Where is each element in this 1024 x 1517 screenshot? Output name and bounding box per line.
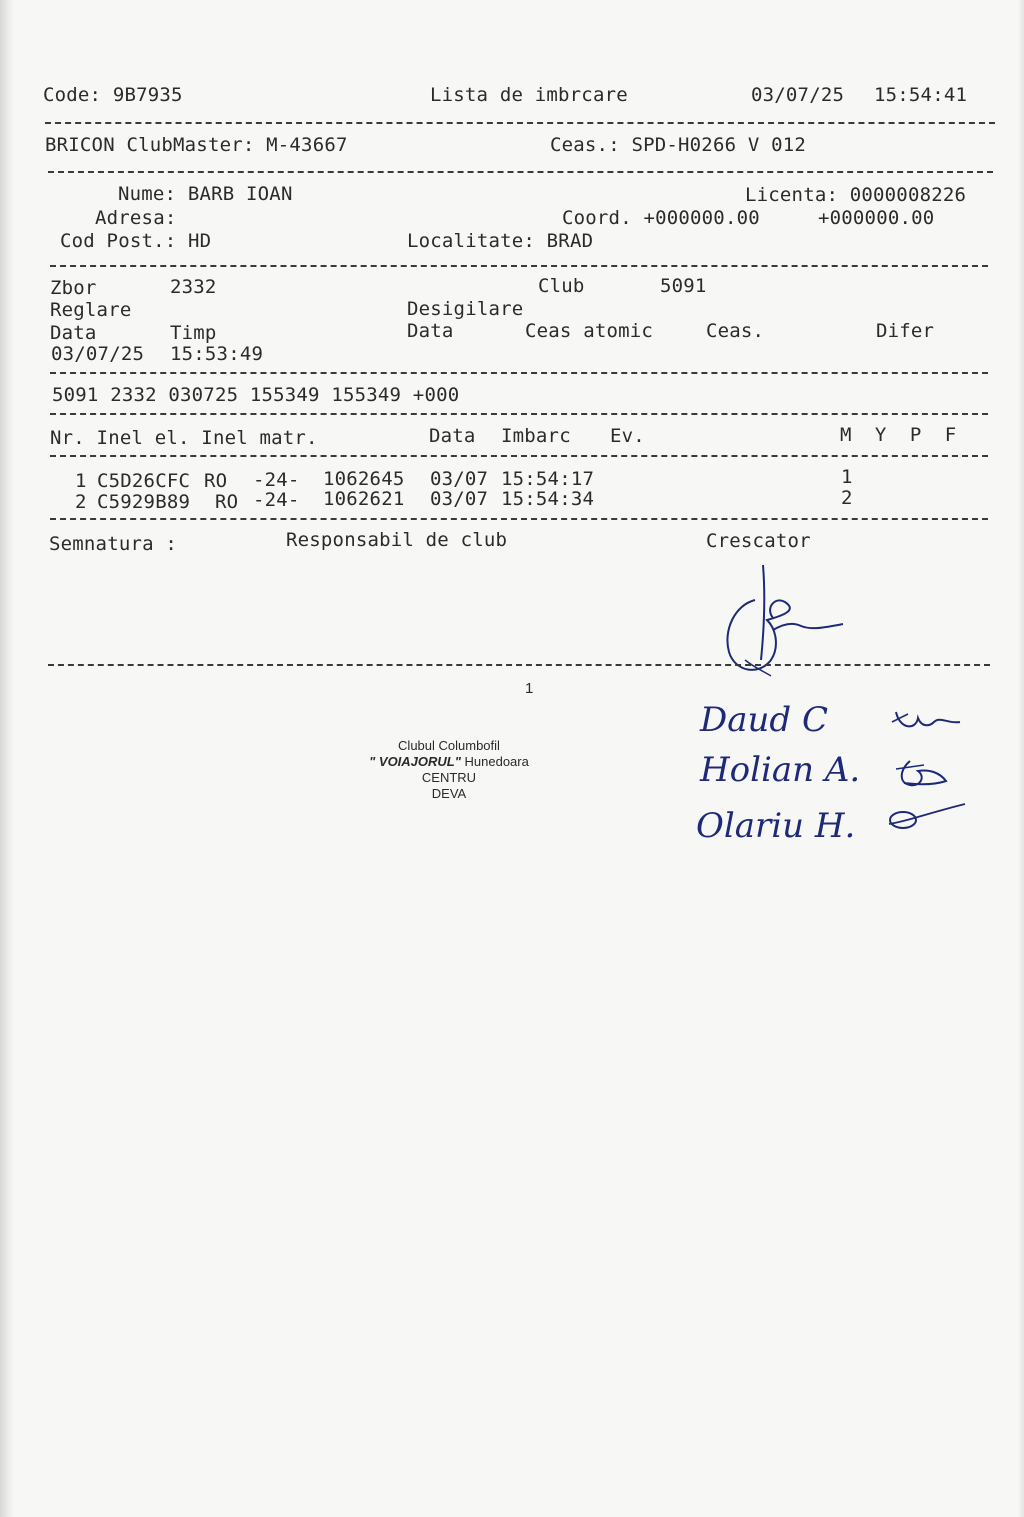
ring-year: -24-: [253, 489, 300, 511]
ring-country: RO: [215, 491, 239, 513]
separator-line: [50, 518, 988, 520]
stamp-line-2: [340, 754, 558, 770]
flight-label: Zbor: [50, 277, 97, 299]
document-title: Lista de imbrcare: [430, 84, 628, 106]
timp-label: Timp: [170, 322, 217, 344]
postal-code: Cod Post.: HD: [60, 230, 212, 252]
row-number: 2: [75, 491, 87, 513]
owner-name: Nume: BARB IOAN: [118, 183, 293, 205]
document-code: Code: 9B7935: [43, 84, 183, 106]
column-header-mypf: M Y P F: [840, 424, 957, 446]
separator-line: [50, 455, 988, 457]
m-count: 2: [841, 487, 853, 509]
stamp-county: Hunedoara: [460, 754, 529, 769]
embark-date: 03/07: [430, 488, 489, 510]
clock-label: Ceas.: [706, 320, 765, 342]
separator-line: [50, 372, 988, 374]
signature-label: Semnatura :: [49, 533, 178, 555]
club-stamp: [340, 738, 558, 802]
stamp-line-1: Clubul Columbofil: [398, 738, 500, 753]
header-date: 03/07/25: [751, 84, 845, 106]
breeder-signature: [715, 560, 855, 685]
flight-number: 2332: [170, 276, 217, 298]
data-label-2: Data: [407, 320, 454, 342]
embark-time: 15:54:17: [501, 468, 595, 490]
difference-label: Difer: [876, 320, 935, 342]
owner-address: Adresa:: [95, 207, 177, 229]
reglare-date: 03/07/25: [51, 343, 145, 365]
witness-initial-signature: [888, 700, 968, 740]
breeder-label: Crescator: [706, 530, 811, 552]
club-responsible-label: Responsabil de club: [286, 529, 508, 551]
ring-country: RO: [204, 470, 228, 492]
atomic-clock-label: Ceas atomic: [525, 320, 654, 342]
electronic-ring: C5929B89: [97, 491, 191, 513]
ring-number: 1062621: [323, 488, 405, 510]
locality: Localitate: BRAD: [407, 230, 594, 252]
m-count: 1: [841, 466, 853, 488]
separator-line: [50, 413, 988, 415]
clock-id: Ceas.: SPD-H0266 V 012: [550, 134, 807, 156]
handwritten-name-3: Olariu H.: [696, 806, 856, 846]
club-label: Club: [538, 275, 585, 297]
handwritten-name-1: Daud C: [700, 700, 829, 740]
stamp-brand: " VOIAJORUL": [369, 754, 461, 769]
column-header-rings: Nr. Inel el. Inel matr.: [50, 427, 318, 449]
separator-line: [48, 171, 993, 173]
ring-number: 1062645: [323, 468, 405, 490]
reglare-time: 15:53:49: [170, 343, 264, 365]
clubmaster-id: BRICON ClubMaster: M-43667: [45, 134, 348, 156]
page-number: 1: [525, 680, 534, 697]
row-number: 1: [75, 470, 87, 492]
separator-line: [48, 664, 990, 666]
stamp-line-3: CENTRU: [421, 770, 477, 785]
page-left-edge-shadow: [0, 0, 14, 1517]
separator-line: [50, 265, 988, 267]
reglare-label: Reglare: [50, 299, 132, 321]
coordinates: Coord. +000000.00: [562, 207, 760, 229]
coordinates-second: +000000.00: [818, 207, 935, 229]
desigilare-label: Desigilare: [407, 298, 524, 320]
column-header-ev: Ev.: [610, 425, 645, 447]
club-number: 5091: [660, 275, 707, 297]
handwritten-name-2: Holian A.: [700, 750, 861, 790]
column-header-date: Data: [429, 425, 476, 447]
column-header-embark: Imbarc: [501, 425, 571, 447]
electronic-ring: C5D26CFC: [97, 470, 191, 492]
header-time: 15:54:41: [874, 84, 968, 106]
data-label: Data: [50, 322, 97, 344]
stamp-line-4: DEVA: [431, 786, 467, 801]
licence-number: Licenta: 0000008226: [745, 184, 967, 206]
encoded-line: 5091 2332 030725 155349 155349 +000: [52, 384, 460, 406]
separator-line: [45, 122, 995, 124]
witness-initial-signature: [890, 755, 960, 793]
embark-time: 15:54:34: [501, 488, 595, 510]
witness-initial-signature: [885, 800, 970, 834]
ring-year: -24-: [253, 469, 300, 491]
page-right-edge-shadow: [1018, 0, 1024, 1517]
embark-date: 03/07: [430, 468, 489, 490]
